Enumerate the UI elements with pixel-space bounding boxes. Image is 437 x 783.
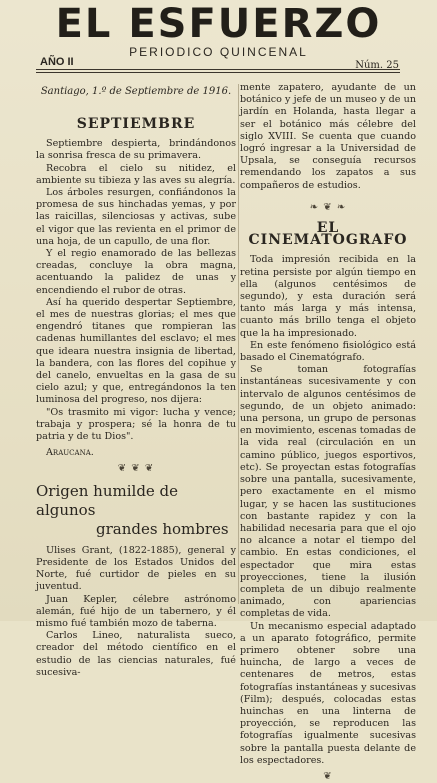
ornament-divider: ❦ ❦ ❦ — [117, 463, 155, 475]
paragraph: "Os trasmito mi vigor: lucha y vence; trabaja y prospera; sé la honra de tu patria y de tu Dios". — [36, 406, 236, 443]
ornament-end: ❦ — [323, 770, 333, 782]
signature: Araucana. — [46, 447, 94, 459]
paragraph: Se toman fotografías instantáneas sucesivamente y con intervalo de algunos centésimos de segundo, de un objeto animado: una persona, un grupo de personas en movimiento, escenas tomadas de la vida real (circulación en un camino público, juegos esportivos, etc). Se proyectan estas fotografías sobre una pantalla, sucesivamente, pero exactamente en el mismo lugar, y se hacen las sustituciones con bastante rapidez y con la habilidad necesaria para que el ojo no alcance a notar el tiempo del cambio. En estas condiciones, el espectador que mira estas proyecciones, tiene la ilusión completa de un dibujo realmente animado, con apariencias completas de vida. — [240, 364, 416, 620]
dateline: Santiago, 1.º de Septiembre de 1916. — [40, 86, 232, 97]
masthead-rule-bottom — [36, 72, 400, 73]
year-label: AÑO II — [40, 56, 74, 68]
left-column — [36, 118, 236, 679]
paragraph: Septiembre despierta, brindándonos la sonrisa fresca de su primavera. — [36, 138, 236, 162]
paragraph: Ulises Grant, (1822-1885), general y Presidente de los Estados Unidos del Norte, fué curtidor de pieles en su juventud. — [36, 544, 236, 593]
section-title-origen-line2: grandes hombres — [96, 519, 229, 538]
paragraph: Un mecanismo especial adaptado a un aparato fotográfico, permite primero obtener sobre una huincha, de largo a veces de centenares de metros, estas fotografías instantáneas y sucesivas (Film); después, colocadas estas huinchas en una linterna de proyección, se reproducen las fotografías igualmente sucesivas sobre la pantalla puesta delante de los espectadores. — [240, 620, 416, 766]
ornament-divider: ❧ ❦ ❧ — [309, 201, 347, 213]
issue-number: Núm. 25 — [355, 60, 399, 71]
newspaper-subtitle: PERIODICO QUINCENAL — [129, 45, 308, 59]
section-title-septiembre: SEPTIEMBRE — [76, 116, 196, 132]
paragraph: Así ha querido despertar Septiembre, el mes de nuestras glorias; el mes que engendró titanes que rompieran las cadenas humillantes del esclavo; el mes que ideara nuestra insignia de libertad, la bandera, con las flores del copihue y del canelo, envueltas en la gasa de su cielo azul; y que, entregándonos la ten luminosa del progreso, nos dijera: — [36, 296, 236, 406]
column-divider — [238, 84, 239, 604]
paragraph: Juan Kepler, célebre astrónomo alemán, fué hijo de un tabernero, y él mismo fué también mozo de taberna. — [36, 593, 236, 629]
newspaper-title: EL ESFUERZO — [55, 1, 382, 47]
paragraph-continuation: mente zapatero, ayudante de un botánico y jefe de un museo y de un jardín en Holanda, hasta llegar a ser el botánico más célebre del siglo XVIII. Se cuenta que cuando logró ingresar a la Universidad de Upsala, se conseguía recursos remendando los zapatos a sus compañeros de estudios. — [240, 82, 416, 191]
paragraph: En este fenómeno fisiológico está basado el Cinematógrafo. — [240, 339, 416, 364]
paragraph: Toda impresión recibida en la retina persiste por algún tiempo en ella (algunos centésimos de segundo), y esta duración será tanto más larga y más intensa, cuanto más brillo tenga el objeto que la ha impresionado. — [240, 254, 416, 339]
section-title-cinematografo: EL CINEMATOGRAFO — [248, 220, 408, 249]
paragraph: Y el regio enamorado de las bellezas creadas, concluye la obra magna, acentuando la palidez de unas y encendiendo el rubor de otras. — [36, 248, 236, 296]
paragraph: Recobra el cielo su nitidez, el ambiente su tibieza y las aves su alegría. — [36, 162, 236, 186]
right-column — [240, 82, 416, 783]
section-title-origen-line1: Origen humilde de algunos — [36, 481, 179, 519]
masthead-rule-top — [36, 69, 400, 70]
paragraph: Carlos Lineo, naturalista sueco, creador del método científico en el estudio de las ciencias naturales, fué sucesiva- — [36, 630, 236, 678]
paragraph: Los árboles resurgen, confiándonos la promesa de sus hinchadas yemas, y por las raicillas, silenciosas y activas, sube el vigor que las revienta en el primor de una hoja, de un capullo, de una flor. — [36, 187, 236, 247]
